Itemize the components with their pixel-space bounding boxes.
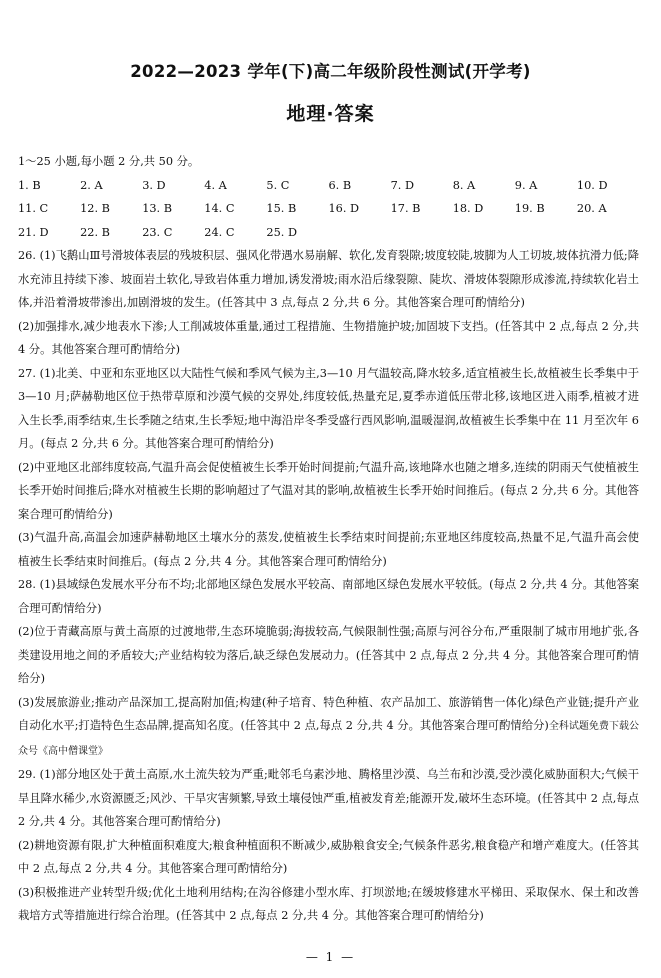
mc-answer: 6. B — [328, 178, 352, 192]
q28-part-3 — [18, 691, 639, 764]
q28-part-1: 28. (1)县域绿色发展水平分布不均;北部地区绿色发展水平较高、南部地区绿色发展水平较低。(每点 2 分,共 4 分。其他答案合理可酌情给分) — [18, 578, 639, 615]
q28-part-2: (2)位于青藏高原与黄土高原的过渡地带,生态环境脆弱;海拔较高,气候限制性强;高原与河谷分布,严重限制了城市用地扩张,各类建设用地之间的矛盾较大;产业结构较为落后,缺乏绿色发展动力。(任答其中 2 点,每点 2 分,共 4 分。其他答案合理可酌情给分) — [18, 625, 639, 685]
mc-answer: 3. D — [142, 178, 166, 192]
multiple-choice-intro: 1～25 小题,每小题 2 分,共 50 分。 — [18, 155, 200, 168]
question-29 — [18, 763, 639, 928]
download-note: 全科试题免费下载公众号《高中僧课堂》 — [18, 721, 639, 757]
mc-answer: 5. C — [266, 178, 290, 192]
mc-answer: 1. B — [18, 178, 41, 192]
q26-part-2: (2)加强排水,减少地表水下渗;人工削减坡体重量,通过工程措施、生物措施护坡;加固坡下支挡。(任答其中 2 点,每点 2 分,共 4 分。其他答案合理可酌情给分) — [18, 319, 639, 356]
mc-answer: 4. A — [204, 178, 227, 192]
page-subtitle: 地理·答案 — [286, 103, 375, 125]
mc-answer: 23. C — [142, 225, 173, 239]
q27-part-1: 27. (1)北美、中亚和东亚地区以大陆性气候和季风气候为主,3—10 月气温较高,降水较多,适宜植被生长,故植被生长季集中于 3—10 月;萨赫勒地区位于热带草原和沙漠气候的交界处,纬度较低,热量充足,夏季赤道低压带北移,该地区进入雨季,植被才进入生长季,雨季结束,生长季随之结束,生长季短;地中海沿岸冬季受盛行西风影响,温暖湿润,故植被生长季集中在 11 月至次年 6 月。(每点 2 分,共 6 分。其他答案合理可酌情给分) — [18, 366, 639, 450]
mc-answer: 10. D — [576, 178, 608, 192]
question-26 — [18, 244, 639, 362]
mc-answer: 25. D — [266, 225, 298, 239]
mc-answer: 18. D — [452, 202, 484, 215]
answer-content — [18, 150, 639, 928]
mc-answer: 15. B — [266, 202, 297, 215]
mc-answer: 17. B — [390, 202, 421, 215]
mc-answer: 11. C — [18, 202, 49, 215]
mc-answer: 24. C — [204, 225, 235, 239]
mc-answer: 14. C — [204, 202, 235, 215]
q27-part-3: (3)气温升高,高温会加速萨赫勒地区土壤水分的蒸发,使植被生长季结束时间提前;东亚地区纬度较高,热量不足,气温升高会使植被生长季结束时间推后。(每点 2 分,共 4 分。其他答案合理可酌情给分) — [18, 531, 639, 568]
question-27 — [18, 362, 639, 574]
q29-part-2: (2)耕地资源有限,扩大种植面积难度大;粮食种植面积不断减少,威胁粮食安全;气候条件恶劣,粮食稳产和增产难度大。(任答其中 2 点,每点 2 分,共 4 分。其他答案合理可酌情给分) — [18, 838, 639, 875]
mc-answer: 21. D — [18, 225, 49, 239]
page-number: — 1 — — [305, 950, 356, 964]
q26-part-1: 26. (1)飞鹅山Ⅲ号滑坡体表层的残坡积层、强风化带遇水易崩解、软化,发育裂隙;坡度较陡,坡脚为人工切坡,坡体抗滑力低;降水充沛且持续下渗、坡面岩土软化,导致岩体重力增加,诱发滑坡;雨水沿后缘裂隙、陡坎、滑坡体裂隙形成渗流,持续软化岩土体,并沿着滑坡带渗出,加剧滑坡的发生。(任答其中 3 点,每点 2 分,共 6 分。其他答案合理可酌情给分) — [18, 249, 639, 309]
mc-answer: 19. B — [514, 202, 545, 215]
mc-answer: 20. A — [576, 202, 607, 215]
q29-part-3: (3)积极推进产业转型升级;优化土地利用结构;在沟谷修建小型水库、打坝淤地;在缓坡修建水平梯田、采取保水、保土和改善栽培方式等措施进行综合治理。(任答其中 2 点,每点 2 分,共 4 分。其他答案合理可酌情给分) — [18, 885, 639, 922]
mc-answer: 9. A — [514, 178, 538, 192]
mc-answer: 8. A — [452, 178, 476, 192]
q27-part-2: (2)中亚地区北部纬度较高,气温升高会促使植被生长季开始时间提前;气温升高,该地降水也随之增多,连续的阴雨天气使植被生长季开始时间推后;降水对植被生长期的影响超过了气温对其的影响,故植被生长季开始时间推后。(每点 2 分,共 6 分。其他答案合理可酌情给分) — [18, 460, 639, 521]
q29-part-1: 29. (1)部分地区处于黄土高原,水土流失较为严重;毗邻毛乌素沙地、腾格里沙漠、乌兰布和沙漠,受沙漠化威胁面积大;气候干旱且降水稀少,水资源匮乏;风沙、干旱灾害频繁,导致土壤侵蚀严重,植被发育差;能源开发,破坏生态环境。(任答其中 2 点,每点 2 分,共 4 分。其他答案合理可酌情给分) — [18, 768, 639, 828]
q28-part-3-text: (3)发展旅游业;推动产品深加工,提高附加值;构建(种子培育、特色种植、农产品加工、旅游销售一体化)绿色产业链;提升产业自动化水平;打造特色生态品牌,提高知名度。(任答其中 2 点,每点 2 分,共 4 分。其他答案合理可酌情给分) — [18, 695, 639, 732]
mc-answer: 16. D — [328, 202, 360, 215]
mc-answer: 12. B — [80, 202, 110, 215]
mc-answer: 7. D — [390, 178, 415, 192]
mc-answer: 22. B — [80, 225, 110, 239]
mc-answer: 13. B — [142, 202, 173, 215]
page-title: 2022—2023 学年(下)高二年级阶段性测试(开学考) — [130, 62, 531, 81]
multiple-choice-answers — [18, 174, 639, 245]
mc-answer: 2. A — [80, 178, 103, 192]
question-28 — [18, 573, 639, 763]
